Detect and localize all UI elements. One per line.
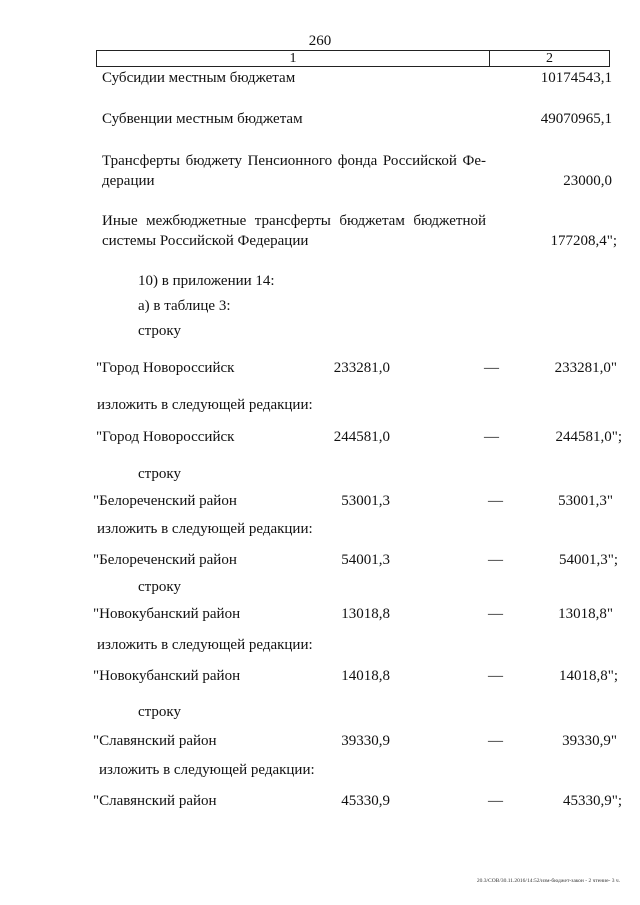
row-word: строку (138, 704, 181, 720)
district-old-value2: 53001,3" (558, 493, 613, 509)
district-old-value1: 233281,0 (333, 360, 390, 376)
district-new-value2: 14018,8"; (558, 668, 618, 684)
district-old-value2: 39330,9" (562, 733, 617, 749)
district-new-name: "Славянский район (93, 793, 217, 809)
district-new-name: "Белореченский район (93, 552, 237, 568)
replace-phrase: изложить в следующей редакции: (97, 521, 313, 537)
district-new-dash: — (488, 793, 503, 809)
district-new-value1: 45330,9 (341, 793, 390, 809)
document-footer: 20.3/СОВ/30.11.2016/14:52/изм-бюджет-закон - 2 чтение- 3 ч. (476, 878, 620, 884)
district-new-value1: 54001,3 (341, 552, 390, 568)
page-number: 260 (308, 33, 332, 49)
district-old-value1: 39330,9 (341, 733, 390, 749)
row-subsidies-value: 10174543,1 (540, 70, 612, 86)
district-old-value1: 53001,3 (341, 493, 390, 509)
district-new-name: "Город Новороссийск (96, 429, 235, 445)
amendment-item: 10) в приложении 14: (138, 273, 275, 289)
district-old-value2: 233281,0" (554, 360, 617, 376)
district-old-name: "Город Новороссийск (96, 360, 235, 376)
row-subsidies-label: Субсидии местным бюджетам (102, 70, 296, 86)
district-new-value2: 244581,0"; (555, 429, 622, 445)
district-new-dash: — (488, 552, 503, 568)
district-old-name: "Белореченский район (93, 493, 237, 509)
column-header-table (96, 50, 610, 67)
district-new-value2: 45330,9"; (562, 793, 622, 809)
row-word: строку (138, 323, 181, 339)
row-pension-label-line2: дерации (102, 173, 155, 189)
row-pension-label-line1: Трансферты бюджету Пенсионного фонда Российской Фе- (102, 153, 486, 169)
row-pension-value: 23000,0 (563, 173, 612, 189)
replace-phrase: изложить в следующей редакции: (97, 637, 313, 653)
district-new-value2: 54001,3"; (558, 552, 618, 568)
column-header-1: 1 (289, 51, 297, 66)
district-old-dash: — (488, 733, 503, 749)
row-word: строку (138, 579, 181, 595)
column-header-2: 2 (546, 51, 553, 66)
district-old-dash: — (484, 360, 499, 376)
row-word: строку (138, 466, 181, 482)
district-new-name: "Новокубанский район (93, 668, 241, 684)
district-new-dash: — (488, 668, 503, 684)
district-old-dash: — (488, 493, 503, 509)
row-other-transfers-label-line1: Иные межбюджетные трансферты бюджетам бюджетной (102, 213, 486, 229)
district-old-name: "Новокубанский район (93, 606, 241, 622)
replace-phrase: изложить в следующей редакции: (97, 397, 313, 413)
district-new-value1: 244581,0 (333, 429, 390, 445)
district-old-value1: 13018,8 (341, 606, 390, 622)
amendment-subitem: а) в таблице 3: (138, 298, 231, 314)
row-subventions-value: 49070965,1 (540, 111, 612, 127)
district-old-name: "Славянский район (93, 733, 217, 749)
district-old-value2: 13018,8" (558, 606, 613, 622)
replace-phrase: изложить в следующей редакции: (99, 762, 315, 778)
row-subventions-label: Субвенции местным бюджетам (102, 111, 303, 127)
district-new-value1: 14018,8 (341, 668, 390, 684)
row-other-transfers-value: 177208,4"; (550, 233, 617, 249)
district-new-dash: — (484, 429, 499, 445)
row-other-transfers-label-line2: системы Российской Федерации (102, 233, 309, 249)
district-old-dash: — (488, 606, 503, 622)
